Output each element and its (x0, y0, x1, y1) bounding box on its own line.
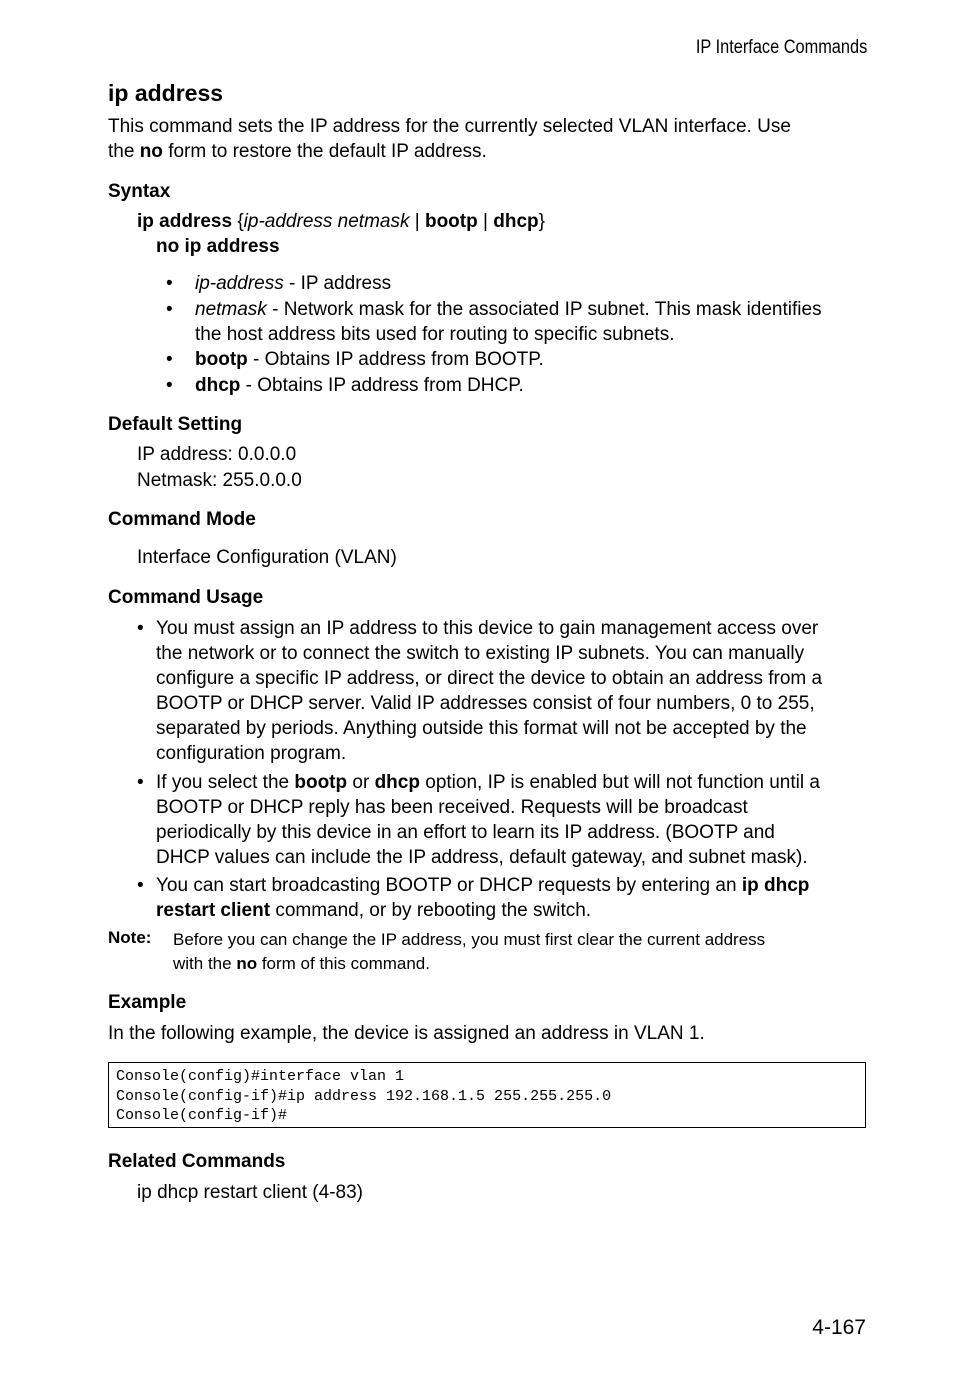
note-text-part: with the (173, 954, 237, 973)
code-line: Console(config-if)#ip address 192.168.1.5 255.255.255.0 (116, 1087, 612, 1105)
usage-text: or (347, 772, 375, 793)
intro-no-keyword: no (139, 141, 163, 162)
syntax-dhcp: dhcp (493, 211, 539, 232)
param-bullet: • (166, 349, 173, 370)
param-bullet: • (166, 299, 173, 320)
default-setting-heading: Default Setting (108, 414, 243, 435)
usage-text: You can start broadcasting BOOTP or DHCP requests by entering an (156, 875, 742, 896)
page-title: ip address (108, 80, 224, 106)
example-heading: Example (108, 992, 187, 1013)
param-desc: - IP address (283, 273, 392, 294)
param-bullet: • (166, 375, 173, 396)
usage-command: restart client (156, 900, 271, 921)
syntax-sep: | (477, 211, 494, 232)
param-name: bootp (195, 349, 248, 370)
usage-line: DHCP values can include the IP address, default gateway, and subnet mask). (156, 847, 808, 868)
param-ip-address (195, 271, 391, 296)
syntax-brace-open: { (232, 211, 244, 232)
usage-line: separated by periods. Anything outside this format will not be accepted by the (156, 718, 807, 739)
intro-line-2 (108, 139, 791, 164)
running-header: IP Interface Commands (695, 37, 867, 58)
code-line: Console(config-if)# (116, 1107, 288, 1124)
usage-line: periodically by this device in an effort to learn its IP address. (BOOTP and (156, 822, 775, 843)
usage-item-2 (156, 770, 820, 870)
note-no-keyword: no (236, 954, 258, 973)
param-name: netmask (195, 299, 267, 320)
usage-text: If you select the (156, 772, 295, 793)
param-desc: - Obtains IP address from BOOTP. (247, 349, 544, 370)
usage-bullet: • (137, 618, 144, 639)
usage-bullet: • (137, 772, 144, 793)
usage-item-1 (156, 616, 822, 766)
page-number: 4-167 (812, 1316, 866, 1339)
usage-line: configure a specific IP address, or direct the device to obtain an address from a (156, 668, 823, 689)
param-bullet: • (166, 273, 173, 294)
related-commands-heading: Related Commands (108, 1151, 286, 1172)
syntax-command: ip address (137, 211, 233, 232)
usage-bootp: bootp (294, 772, 348, 793)
syntax-sep: | (409, 211, 425, 232)
note-text-part: form of this command. (257, 954, 430, 973)
example-text: In the following example, the device is assigned an address in VLAN 1. (108, 1023, 705, 1044)
usage-line: configuration program. (156, 743, 347, 764)
param-desc-cont: the host address bits used for routing to specific subnets. (195, 324, 675, 345)
usage-line: BOOTP or DHCP server. Valid IP addresses consist of four numbers, 0 to 255, (156, 693, 815, 714)
intro-paragraph (108, 114, 791, 164)
note-line (173, 952, 863, 976)
usage-line: the network or to connect the switch to existing IP subnets. You can manually (156, 643, 805, 664)
usage-command: ip dhcp (741, 875, 810, 896)
note-text (173, 928, 863, 976)
usage-bullet: • (137, 875, 144, 896)
command-mode-value: Interface Configuration (VLAN) (137, 547, 397, 568)
intro-text-end: form to restore the default IP address. (162, 141, 487, 162)
syntax-param: ip-address netmask (243, 211, 410, 232)
param-desc: - Network mask for the associated IP subnet. This mask identifies (266, 299, 822, 320)
param-name: ip-address (195, 273, 284, 294)
usage-line: BOOTP or DHCP reply has been received. Requests will be broadcast (156, 797, 748, 818)
syntax-bootp: bootp (424, 211, 478, 232)
code-line: Console(config)#interface vlan 1 (116, 1068, 405, 1085)
syntax-no-command: no ip address (156, 236, 280, 257)
usage-line (156, 898, 809, 923)
intro-text: the (108, 141, 140, 162)
param-name: dhcp (195, 375, 241, 396)
usage-dhcp: dhcp (374, 772, 420, 793)
usage-line (156, 770, 820, 795)
intro-line-1: This command sets the IP address for the currently selected VLAN interface. Use (108, 116, 791, 137)
default-netmask: Netmask: 255.0.0.0 (137, 470, 302, 491)
param-bootp (195, 347, 544, 372)
usage-text: command, or by rebooting the switch. (270, 900, 592, 921)
command-usage-heading: Command Usage (108, 587, 264, 608)
syntax-line-1 (137, 209, 545, 234)
usage-text: option, IP is enabled but will not function until a (419, 772, 820, 793)
usage-item-3 (156, 873, 809, 923)
param-netmask (195, 297, 822, 347)
note-line: Before you can change the IP address, you must first clear the current address (173, 930, 766, 949)
default-setting-values (137, 442, 302, 493)
param-desc: - Obtains IP address from DHCP. (240, 375, 524, 396)
param-dhcp (195, 373, 524, 398)
syntax-brace-close: } (538, 211, 545, 232)
syntax-line-2 (156, 234, 280, 259)
default-ip-address: IP address: 0.0.0.0 (137, 444, 297, 465)
code-example (108, 1062, 866, 1128)
usage-line (156, 873, 809, 898)
syntax-heading: Syntax (108, 181, 171, 202)
note-label: Note: (108, 928, 152, 947)
command-mode-heading: Command Mode (108, 509, 256, 530)
related-command-link: ip dhcp restart client (4-83) (137, 1182, 363, 1203)
usage-line: You must assign an IP address to this device to gain management access over (156, 618, 819, 639)
